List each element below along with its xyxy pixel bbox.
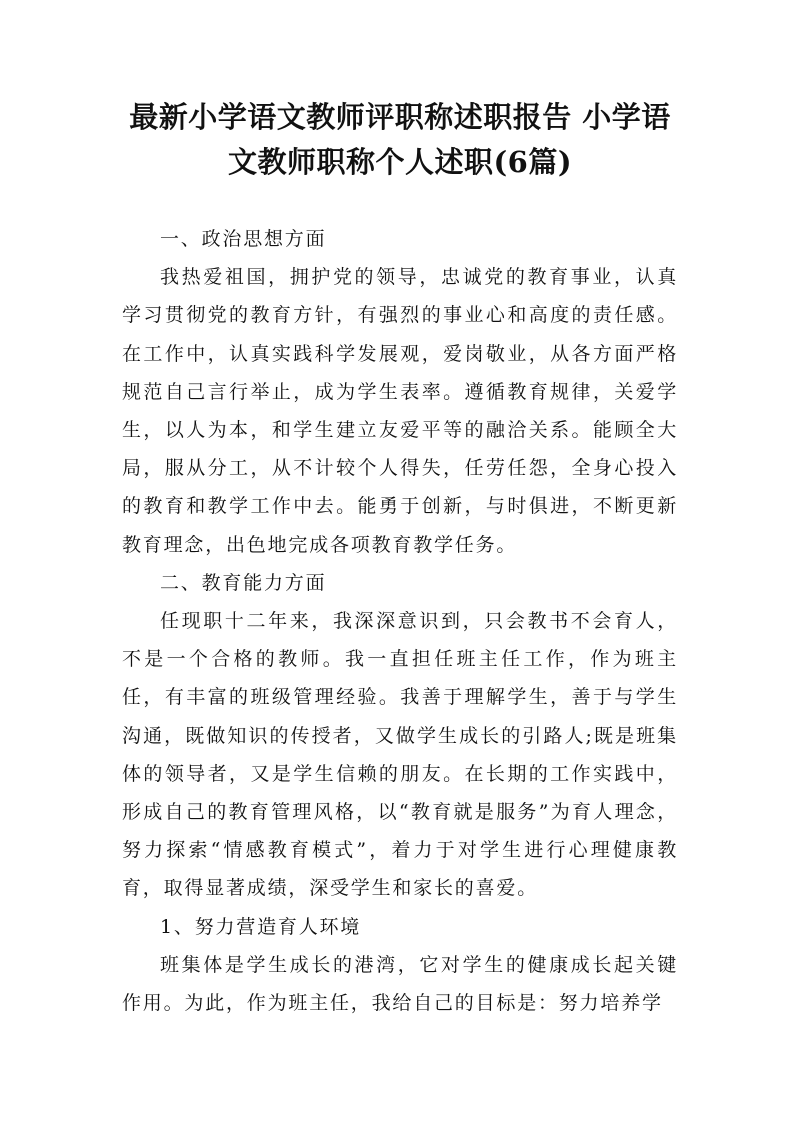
section-heading-politics: 一、政治思想方面 <box>160 228 327 250</box>
title-line-2: 文教师职称个人述职(6篇) <box>227 145 573 179</box>
section-paragraph-education-ability: 任现职十二年来，我深深意识到，只会教书不会育人，不是一个合格的教师。我一直担任班主任工作，作为班主任，有丰富的班级管理经验。我善于理解学生，善于与学生沟通，既做知识的传授者，又做学生成长的引路人;既是班集体的领导者，又是学生信赖的朋友。在长期的工作实践中，形成自己的教育管理风格，以“教育就是服务”为育人理念，努力探索“情感教育模式”，着力于对学生进行心理健康教育，取得显著成绩，深受学生和家长的喜爱。 <box>122 610 678 900</box>
document-title <box>110 95 690 185</box>
document-body <box>122 220 678 1022</box>
subsection-heading-environment: 1、努力营造育人环境 <box>160 915 362 938</box>
section-heading-education-ability: 二、教育能力方面 <box>160 571 327 594</box>
subsection-paragraph-environment: 班集体是学生成长的港湾，它对学生的健康成长起关键作用。为此，作为班主任，我给自己的目标是：努力培养学 <box>122 953 678 1015</box>
title-line-1: 最新小学语文教师评职称述职报告 小学语 <box>129 100 671 134</box>
section-paragraph-politics: 我热爱祖国，拥护党的领导，忠诚党的教育事业，认真学习贯彻党的教育方针，有强烈的事业心和高度的责任感。在工作中，认真实践科学发展观，爱岗敬业，从各方面严格规范自己言行举止，成为学生表率。遵循教育规律，关爱学生，以人为本，和学生建立友爱平等的融洽关系。能顾全大局，服从分工，从不计较个人得失，任劳任怨，全身心投入的教育和教学工作中去。能勇于创新，与时俱进，不断更新教育理念，出色地完成各项教育教学任务。 <box>122 266 678 556</box>
